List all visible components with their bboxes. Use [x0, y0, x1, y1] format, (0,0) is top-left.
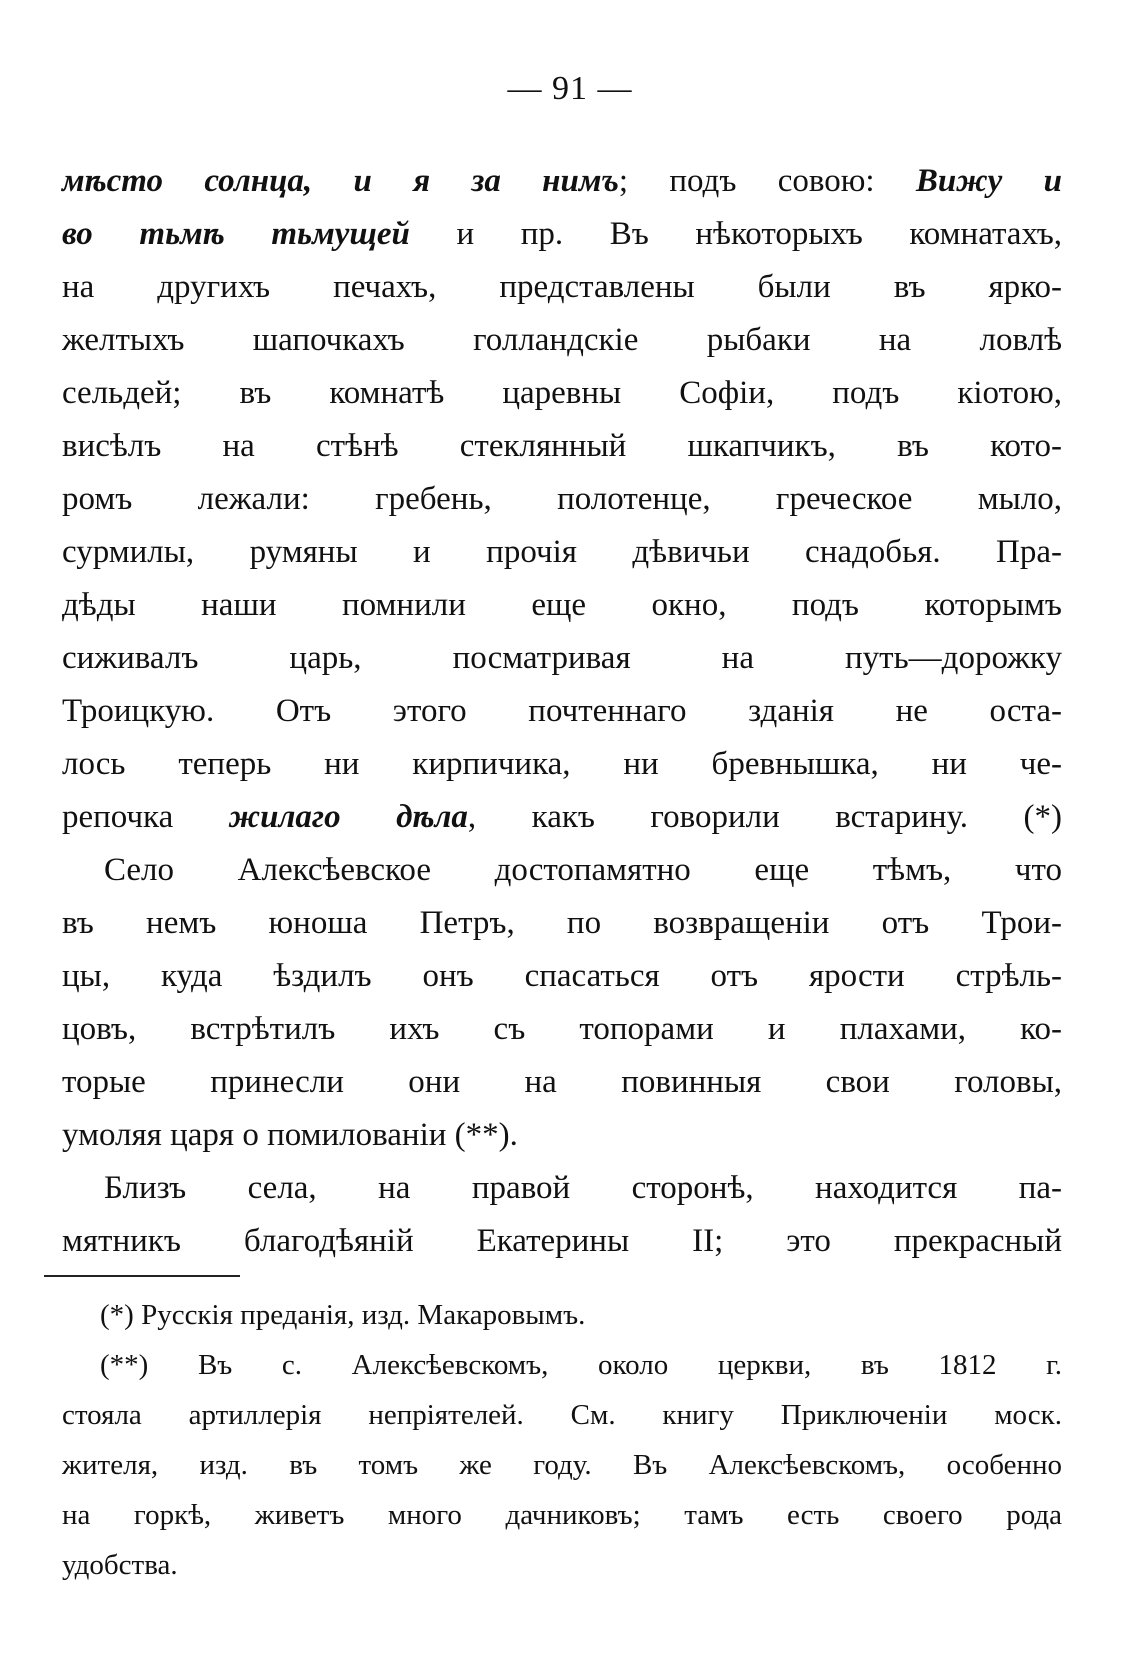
- italic-phrase: во тьмѣ тьмущей: [62, 216, 410, 252]
- italic-phrase: Вижу и: [915, 163, 1062, 199]
- text-line: лось теперь ни кирпичика, ни бревнышка, ни че-: [62, 746, 1062, 782]
- italic-phrase: жилаго дѣла: [228, 799, 468, 835]
- text-line: ромъ лежали: гребень, полотенце, греческое мыло,: [62, 481, 1062, 517]
- text-line: Троицкую. Отъ этого почтеннаго зданія не оста-: [62, 693, 1062, 729]
- text-line: цовъ, встрѣтилъ ихъ съ топорами и плахами, ко-: [62, 1011, 1062, 1047]
- text-span: ; подъ совою:: [618, 163, 916, 199]
- text-line: висѣлъ на стѣнѣ стеклянный шкапчикъ, въ кото-: [62, 428, 1062, 464]
- text-line: умоляя царя о помилованіи (**).: [62, 1117, 518, 1153]
- footnote-line: (*) Русскія преданія, изд. Макаровымъ.: [100, 1299, 586, 1331]
- italic-phrase: мѣсто солнца, и я за нимъ: [62, 163, 619, 199]
- text-line: [62, 791, 1062, 844]
- text-line: сурмилы, румяны и прочія дѣвичьи снадобья. Пра-: [62, 534, 1062, 570]
- text-line: цы, куда ѣздилъ онъ спасаться отъ ярости стрѣль-: [62, 958, 1062, 994]
- text-span: и пр. Въ нѣкоторыхъ комнатахъ,: [409, 216, 1063, 252]
- text-line: Близъ села, на правой сторонѣ, находится па-: [104, 1170, 1062, 1206]
- text-span: репочка: [62, 799, 229, 835]
- footnotes: [62, 1290, 1062, 1590]
- text-line: мятникъ благодѣяній Екатерины II; это прекрасный: [62, 1223, 1062, 1259]
- text-line: на другихъ печахъ, представлены были въ ярко-: [62, 269, 1062, 305]
- text-line: дѣды наши помнили еще окно, подъ которымъ: [62, 587, 1062, 623]
- footnote-line: (**) Въ с. Алексѣевскомъ, около церкви, въ 1812 г.: [100, 1349, 1062, 1381]
- text-line: торые принесли они на повинныя свои головы,: [62, 1064, 1062, 1100]
- footnote-line: жителя, изд. въ томъ же году. Въ Алексѣевскомъ, особенно: [62, 1449, 1062, 1481]
- text-line: желтыхъ шапочкахъ голландскіе рыбаки на ловлѣ: [62, 322, 1062, 358]
- footnote-line: удобства.: [62, 1549, 178, 1581]
- footnote-line: стояла артиллерія непріятелей. См. книгу Приключеніи моск.: [62, 1399, 1062, 1431]
- text-line: въ немъ юноша Петръ, по возвращеніи отъ Трои-: [62, 905, 1062, 941]
- text-span: , какъ говорили встарину. (*): [467, 799, 1062, 835]
- text-line: [62, 155, 1062, 208]
- page-number: — 91 —: [507, 70, 633, 107]
- text-line: сельдей; въ комнатѣ царевны Софіи, подъ кіотою,: [62, 375, 1062, 411]
- text-line: Село Алексѣевское достопамятно еще тѣмъ, что: [104, 852, 1062, 888]
- text-line: сиживалъ царь, посматривая на путь—дорожку: [62, 640, 1062, 676]
- footnote-line: на горкѣ, живетъ много дачниковъ; тамъ есть своего рода: [62, 1499, 1062, 1531]
- footnote-divider: [44, 1275, 240, 1277]
- text-line: [62, 208, 1062, 261]
- main-text: [62, 155, 1062, 1268]
